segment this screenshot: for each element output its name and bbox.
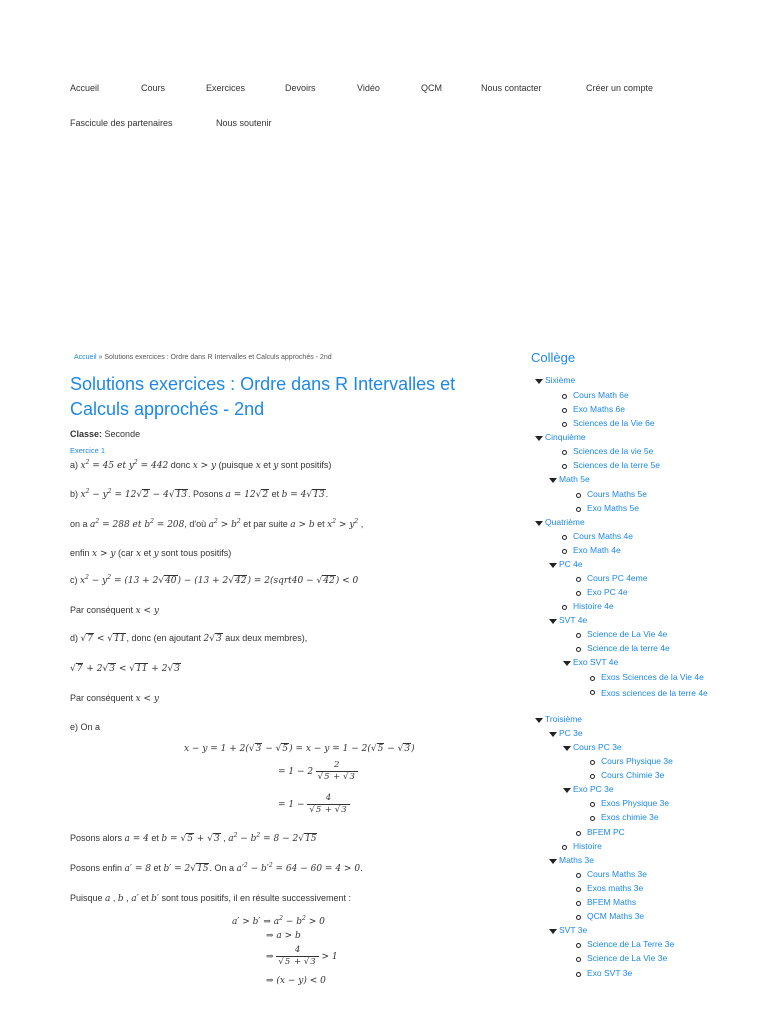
frac-den: √5 + √3	[317, 772, 355, 782]
fraction	[276, 945, 318, 968]
expand-caret-icon[interactable]	[549, 563, 557, 568]
math-root: 5	[284, 957, 291, 967]
expand-caret-icon[interactable]	[563, 788, 571, 793]
nav-devoirs[interactable]: Devoirs	[285, 83, 316, 93]
sidebar-item[interactable]: Histoire	[573, 841, 602, 851]
text: .	[360, 863, 363, 873]
math: a	[105, 894, 111, 904]
math-root: 3	[109, 664, 115, 674]
sidebar-item[interactable]: Sciences de la terre 5e	[573, 460, 660, 470]
math-var: b	[231, 520, 237, 530]
expand-caret-icon[interactable]	[549, 619, 557, 624]
math: $x^2 - y^2 = 12√2 - 4√13$	[80, 488, 188, 500]
math: b = √5 + √3	[161, 834, 220, 844]
math-eq: b′ = 2	[163, 864, 191, 874]
expand-caret-icon[interactable]	[535, 379, 543, 384]
math-eq: > 0	[305, 917, 325, 927]
math-eq: − 4	[149, 490, 169, 500]
math: a > b	[290, 520, 315, 530]
math	[266, 931, 301, 941]
implication-2	[266, 930, 301, 941]
fraction	[307, 793, 349, 816]
math-var: y	[349, 520, 355, 530]
math: = 1 −	[278, 799, 308, 810]
sidebar-item[interactable]: Cours Physique 3e	[601, 756, 673, 766]
text: et par suite	[240, 519, 291, 529]
equation-e1	[184, 743, 415, 754]
bullet-icon	[576, 957, 581, 962]
text: Posons enfin	[70, 863, 125, 873]
sidebar-item[interactable]: Quatrième	[545, 517, 585, 527]
sidebar-item[interactable]: Sciences de la Vie 6e	[573, 418, 655, 428]
math-var: a	[225, 490, 231, 500]
breadcrumb	[74, 354, 332, 361]
math-eq: −	[384, 744, 398, 754]
math-eq: = 8 − 2	[260, 834, 299, 844]
sidebar-item[interactable]: Exo PC 4e	[587, 587, 628, 597]
expand-caret-icon[interactable]	[563, 661, 571, 666]
sidebar-item[interactable]: Exos chimie 3e	[601, 812, 659, 822]
math-eq: <	[94, 634, 108, 644]
text: d)	[70, 633, 81, 643]
solution-d	[70, 633, 307, 644]
posons-enfin	[70, 863, 363, 874]
math: a = 12√2	[225, 490, 269, 500]
math-var: x	[80, 576, 86, 586]
nav-soutenir[interactable]: Nous soutenir	[216, 118, 272, 128]
puisque	[70, 893, 351, 904]
math-eq: − b	[282, 917, 303, 927]
math-var: x	[327, 520, 333, 530]
text: Puisque	[70, 893, 106, 903]
math: $x^2 - y^2 = (13 + 2√40) - (13 + 2√42)$ = 2(sqrt40 − √42) < 0	[80, 574, 359, 586]
expand-caret-icon[interactable]	[549, 929, 557, 934]
math-eq: >	[336, 520, 350, 530]
solution-b-end	[70, 548, 231, 559]
math-eq: a′ > b′	[232, 917, 261, 927]
implies-symbol: ⇒	[263, 917, 271, 927]
solution-a	[70, 460, 331, 471]
bullet-icon	[576, 887, 581, 892]
expand-caret-icon[interactable]	[535, 718, 543, 723]
math-root: 15	[197, 864, 209, 874]
math-eq: <	[115, 664, 130, 674]
sidebar-item[interactable]: PC 4e	[559, 559, 583, 569]
sidebar-item[interactable]: Exos sciences de la terre 4e	[601, 688, 708, 698]
math: x	[135, 549, 142, 559]
bullet-icon	[562, 394, 567, 399]
equation-e2	[278, 760, 358, 783]
text: , donc (en ajoutant	[126, 633, 204, 643]
expand-caret-icon[interactable]	[535, 521, 543, 526]
math-root: 3	[404, 744, 411, 754]
math-root: 13	[313, 490, 325, 500]
bullet-icon	[576, 633, 581, 638]
math-var: x	[80, 461, 86, 471]
sidebar-item[interactable]: Exo PC 3e	[573, 784, 614, 794]
math-root: 15	[304, 834, 317, 844]
exercise-link[interactable]: Exercice 1	[70, 446, 106, 455]
math-root: 42	[323, 576, 335, 586]
sidebar-item[interactable]: Cours Maths 4e	[573, 531, 633, 541]
sidebar-item[interactable]: SVT 3e	[559, 925, 588, 935]
text: sont tous positifs, il en résulte successivement :	[158, 893, 352, 903]
math-root: 3	[310, 957, 316, 967]
text: a)	[70, 460, 81, 470]
math-root: 5	[377, 744, 384, 754]
bullet-icon	[562, 535, 567, 540]
math-root: 3	[255, 744, 262, 754]
text: e) On a	[70, 722, 101, 732]
math-root: 5	[315, 805, 322, 815]
math-root: 2	[143, 490, 149, 500]
breadcrumb-current: Solutions exercices : Ordre dans R Intervalles et Calculs approchés - 2nd	[104, 354, 332, 361]
bullet-icon	[576, 647, 581, 652]
math: a′ > b′ ⇒ $a^2 - b^2 > 0$	[232, 915, 325, 927]
math: a′ = 8	[124, 864, 151, 874]
class-label: Classe:	[70, 429, 103, 439]
solution-e	[70, 722, 100, 732]
bullet-icon	[576, 493, 581, 498]
sidebar-item[interactable]: Science de La Terre 3e	[587, 939, 675, 949]
math: $a^2 > b^2$	[208, 518, 241, 530]
text: et	[269, 489, 282, 499]
sidebar-item[interactable]: Science de La Vie 3e	[587, 953, 668, 963]
bullet-icon	[576, 915, 581, 920]
sidebar-item[interactable]: Cours PC 3e	[573, 742, 622, 752]
math-eq: > 1	[318, 952, 338, 962]
math	[266, 945, 338, 967]
conclusion-d	[70, 693, 159, 704]
text: ,	[220, 833, 229, 843]
sidebar-item[interactable]: Cours Math 6e	[573, 390, 629, 400]
math: b = 4√13	[281, 490, 325, 500]
math: b	[117, 894, 124, 904]
bullet-icon	[590, 816, 595, 821]
solution-b-cont	[70, 519, 363, 530]
sidebar-item[interactable]: Math 5e	[559, 474, 590, 484]
implication-1	[232, 916, 325, 927]
text: ,	[123, 893, 132, 903]
posons-alors	[70, 833, 317, 844]
sidebar-item[interactable]: Cours Chimie 3e	[601, 770, 665, 780]
math-eq: −	[262, 744, 276, 754]
math-eq: = 288 et	[99, 520, 145, 530]
text: Par conséquent	[70, 693, 136, 703]
sidebar-heading: Collège	[531, 350, 576, 365]
text: ,	[358, 519, 364, 529]
math: y	[273, 461, 279, 471]
nav-qcm[interactable]: QCM	[421, 83, 442, 93]
equation-e3	[278, 793, 350, 816]
math-eq: = 12	[111, 490, 137, 500]
sidebar-item[interactable]: SVT 4e	[559, 615, 588, 625]
math-var: a	[228, 834, 234, 844]
sidebar-item[interactable]: Exo Maths 6e	[573, 404, 625, 414]
math-eq: b =	[161, 834, 181, 844]
math-eq: = 45 et	[89, 461, 129, 471]
text: donc	[168, 460, 193, 470]
class-info	[70, 429, 140, 439]
math-root: 11	[135, 664, 148, 674]
sidebar-item[interactable]: PC 3e	[559, 728, 583, 738]
bullet-icon	[590, 760, 595, 765]
bullet-icon	[576, 873, 581, 878]
sidebar-item[interactable]: Science de la terre 4e	[587, 643, 670, 653]
text: ,	[110, 893, 118, 903]
text: on a	[70, 519, 91, 529]
text: et	[260, 460, 274, 470]
bullet-icon	[562, 605, 567, 610]
sidebar-item[interactable]: BFEM PC	[587, 827, 625, 837]
solution-d-ineq	[70, 663, 181, 674]
nav-video[interactable]: Vidéo	[357, 83, 380, 93]
bullet-icon	[562, 450, 567, 455]
text: Par conséquent	[70, 605, 136, 615]
math-var: a′	[236, 864, 244, 874]
math-eq: = 442	[137, 461, 169, 471]
sidebar-item[interactable]: QCM Maths 3e	[587, 911, 645, 921]
math-eq: ) = 2(	[247, 576, 274, 586]
frac-den: √5 + √3	[309, 805, 347, 815]
sidebar-item[interactable]: Exos Physique 3e	[601, 798, 670, 808]
bullet-icon	[590, 676, 595, 681]
expand-caret-icon[interactable]	[549, 478, 557, 483]
text: . On a	[209, 863, 237, 873]
text: sont positifs)	[278, 460, 332, 470]
math-root: 5	[187, 834, 193, 844]
math-eq: − b	[237, 834, 257, 844]
math-eq: a > b	[276, 931, 301, 941]
sidebar-item[interactable]: Troisième	[545, 714, 582, 724]
math-eq: +	[330, 772, 344, 782]
math-eq: (x − y) < 0	[276, 976, 326, 986]
nav-register[interactable]: Créer un compte	[586, 83, 654, 93]
top-navigation	[0, 0, 768, 140]
math-eq: +	[291, 957, 304, 967]
math: y	[153, 549, 159, 559]
sidebar-item[interactable]: Exo Math 4e	[573, 545, 621, 555]
expand-caret-icon[interactable]	[549, 859, 557, 864]
math-var: a	[273, 917, 280, 927]
class-value: Seconde	[104, 429, 141, 439]
math: x < y	[135, 606, 159, 616]
math-eq: ) − (13 + 2	[177, 576, 229, 586]
math: x − y = 1 + 2(√3 − √5) = x − y = 1 − 2(√5 − √3)	[184, 744, 415, 754]
math-eq: − b′	[247, 864, 269, 874]
text: (puisque	[216, 460, 256, 470]
math: 2√3	[203, 634, 222, 644]
math-eq: +	[322, 805, 335, 815]
math-eq: 2	[203, 634, 210, 644]
math-root: 40	[165, 576, 177, 586]
nav-fascicule[interactable]: Fascicule des partenaires	[70, 118, 173, 128]
bullet-icon	[562, 549, 567, 554]
math-root: 7	[87, 634, 93, 644]
bullet-icon	[590, 690, 595, 695]
frac-num: 4	[276, 945, 318, 957]
math	[266, 976, 326, 986]
text: Posons alors	[70, 833, 125, 843]
nav-accueil[interactable]: Accueil	[70, 83, 100, 93]
math: √7 + 2√3 < √11 + 2√3	[70, 664, 180, 674]
math-root: 3	[349, 772, 355, 782]
math: √7 < √11	[80, 634, 126, 644]
bullet-icon	[562, 845, 567, 850]
solution-b	[70, 489, 328, 500]
math-var: − y	[89, 490, 108, 500]
fraction	[316, 760, 358, 783]
math-eq: 40 −	[291, 576, 317, 586]
implication-3	[266, 945, 338, 968]
text: et	[150, 863, 164, 873]
math-eq: + 2	[148, 664, 168, 674]
math: $a^2 - b^2 = 8 - 2√15$	[228, 832, 317, 844]
math: x < y	[135, 694, 159, 704]
bullet-icon	[576, 831, 581, 836]
conclusion-c	[70, 605, 159, 616]
expand-caret-icon[interactable]	[535, 436, 543, 441]
text: b)	[70, 489, 81, 499]
bullet-icon	[562, 464, 567, 469]
frac-den: √5 + √3	[278, 957, 316, 967]
sidebar-item[interactable]: Cours PC 4eme	[587, 573, 648, 583]
text: . Posons	[188, 489, 226, 499]
expand-caret-icon[interactable]	[563, 746, 571, 751]
math-var: b	[281, 490, 288, 500]
sidebar-item[interactable]: Cinquième	[545, 432, 586, 442]
text: et	[138, 893, 152, 903]
breadcrumb-home-link[interactable]: Accueil	[74, 354, 97, 361]
math-root: 2	[262, 490, 269, 500]
text: aux deux membres),	[222, 633, 308, 643]
page-title: Solutions exercices : Ordre dans R Intervalles et Calculs approchés - 2nd	[70, 374, 456, 419]
text: c)	[70, 575, 80, 585]
frac-num: 4	[307, 793, 349, 805]
implies-symbol: ⇒	[266, 976, 274, 986]
implies-symbol: ⇒	[266, 952, 274, 962]
sidebar-item[interactable]: Maths 3e	[559, 855, 594, 865]
sidebar-item[interactable]: Exos Sciences de la Vie 4e	[601, 672, 704, 682]
bullet-icon	[576, 943, 581, 948]
math: x > y	[92, 549, 116, 559]
math-eq: sqrt	[273, 576, 292, 586]
bullet-icon	[590, 774, 595, 779]
math-root: 42	[235, 576, 247, 586]
math-var: x	[80, 490, 86, 500]
math: a = 4	[124, 834, 149, 844]
math-root: 3	[174, 664, 180, 674]
math-root: 11	[114, 634, 126, 644]
text: et	[148, 833, 162, 843]
math-var: a	[208, 520, 215, 530]
text: .	[325, 489, 329, 499]
sidebar-item[interactable]: Exo Maths 5e	[587, 503, 639, 513]
bullet-icon	[576, 972, 581, 977]
math: $x^2 > y^2$	[327, 518, 359, 530]
solution-c	[70, 575, 358, 586]
math-eq: + 2	[83, 664, 103, 674]
text: sont tous positifs)	[158, 548, 232, 558]
sidebar-item[interactable]: Sciences de la vie 5e	[573, 446, 654, 456]
math-root: 5	[282, 744, 289, 754]
sidebar-item[interactable]: Exos maths 3e	[587, 883, 644, 893]
math: b′ = 2√15	[163, 864, 209, 874]
math: $a^2 = 288$ et $b^2 = 208$	[90, 518, 185, 530]
math-eq: = 4	[287, 490, 307, 500]
bullet-icon	[576, 507, 581, 512]
text: et	[314, 519, 328, 529]
math-root: 3	[341, 805, 347, 815]
nav-exercices[interactable]: Exercices	[206, 83, 246, 93]
text: , d'où	[184, 519, 209, 529]
math-eq: )	[411, 744, 415, 754]
math: x > y	[192, 461, 217, 471]
math-eq: >	[217, 520, 232, 530]
math: x	[255, 461, 261, 471]
math-eq: = 64 − 60 = 4 > 0	[272, 864, 361, 874]
math: a′	[131, 894, 139, 904]
bullet-icon	[576, 901, 581, 906]
bullet-icon	[576, 577, 581, 582]
math-eq: = 208	[153, 520, 185, 530]
frac-num: 2	[316, 760, 358, 772]
math: $a'^2 - b'^2 = 64 - 60 = 4 > 0$	[236, 862, 361, 874]
implies-symbol: ⇒	[266, 931, 274, 941]
nav-contact[interactable]: Nous contacter	[481, 83, 542, 93]
math-eq: +	[193, 834, 208, 844]
bullet-icon	[590, 802, 595, 807]
sidebar-item[interactable]: Histoire 4e	[573, 601, 614, 611]
text: (car	[115, 548, 136, 558]
math-root: 7	[76, 664, 83, 674]
sidebar-item[interactable]: Cours Maths 5e	[587, 489, 647, 499]
math-eq: ) < 0	[335, 576, 359, 586]
math-eq: = (13 + 2	[111, 576, 159, 586]
sidebar-item[interactable]: Science de La Vie 4e	[587, 629, 668, 639]
math: $x^2 = 45$ et $y^2 = 442$	[80, 459, 169, 471]
implication-4	[266, 975, 326, 986]
math-var: b	[144, 520, 151, 530]
sidebar-item[interactable]: Exo SVT 4e	[573, 657, 619, 667]
math: = 1 − 2	[278, 766, 314, 777]
math-root: 3	[216, 634, 222, 644]
math-eq: ) = x − y = 1 − 2(	[289, 744, 371, 754]
text: enfin	[70, 548, 93, 558]
math-eq: = 12	[230, 490, 256, 500]
breadcrumb-separator: »	[98, 354, 103, 361]
text: et	[141, 548, 154, 558]
nav-cours[interactable]: Cours	[141, 83, 166, 93]
math-root: 13	[175, 490, 188, 500]
math: b′	[151, 894, 159, 904]
expand-caret-icon[interactable]	[549, 732, 557, 737]
math-var: − y	[88, 576, 108, 586]
math-var: a	[90, 520, 96, 530]
math-root: 3	[213, 834, 220, 844]
sidebar-item[interactable]: BFEM Maths	[587, 897, 637, 907]
bullet-icon	[562, 408, 567, 413]
sidebar-item[interactable]: Cours Maths 3e	[587, 869, 647, 879]
bullet-icon	[562, 422, 567, 427]
math-root: 5	[324, 772, 330, 782]
math-eq: x − y = 1 + 2(	[184, 744, 249, 754]
bullet-icon	[576, 591, 581, 596]
sidebar-item[interactable]: Exo SVT 3e	[587, 968, 633, 978]
math-var: y	[128, 461, 134, 471]
sidebar-item[interactable]: Sixième	[545, 375, 576, 385]
